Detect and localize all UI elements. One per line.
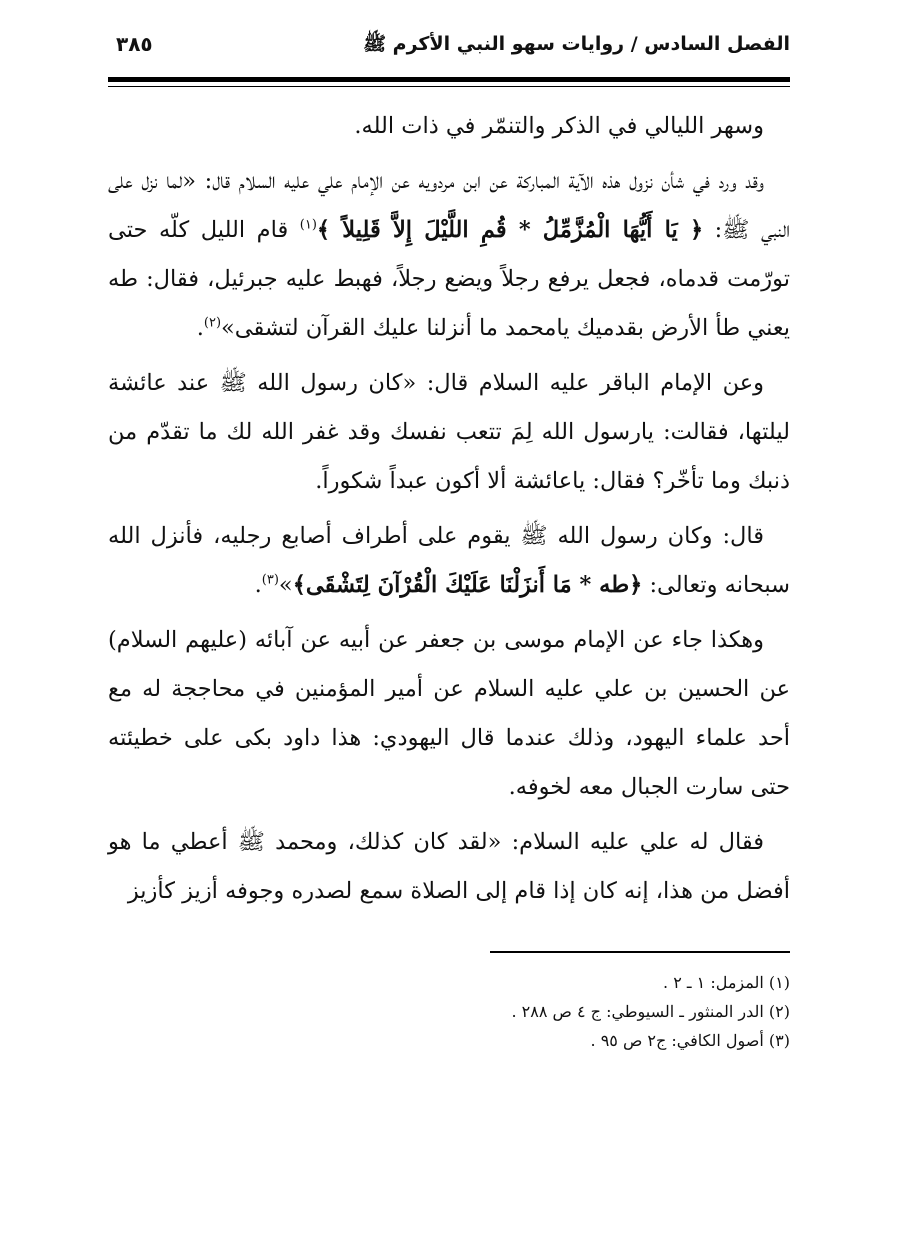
page-number: ٣٨٥ xyxy=(116,32,153,56)
chapter-title: الفصل السادس / روايات سهو النبي الأكرم ﷺ xyxy=(363,33,790,55)
paragraph xyxy=(108,359,790,506)
body-text xyxy=(108,102,790,922)
paragraph xyxy=(108,157,790,353)
page-header xyxy=(108,28,790,68)
header-rule-thick xyxy=(108,77,790,82)
footnote-marker: (٢) xyxy=(203,315,222,331)
footnote-marker: (١) xyxy=(299,217,317,233)
paragraph xyxy=(108,818,790,916)
paragraph-text: فقال له علي عليه السلام: «لقد كان كذلك، ومحمد ﷺ أعطي ما هو أفضل من هذا، إنه كان إذا قام إلى الصلاة سمع لصدره وجوفه أزيز كأزيز xyxy=(108,829,790,904)
paragraph-text: وقد ورد في شأن نزول هذه الآية المباركة عن ابن مردويه عن الإمام علي عليه السلام قال: «لما نزل على النبي ﷺ: xyxy=(108,168,790,243)
paragraph-text: قام الليل كلّه حتى تورّمت قدماه، فجعل يرفع رجلاً ويضع رجلاً، فهبط عليه جبرئيل، فقال: طه يعني طأ الأرض بقدميك يامحمد ما أنزلنا عليك القرآن لتشقى» xyxy=(108,217,790,341)
footnote-3: (٣) أصول الكافي: ج٢ ص ٩٥ . xyxy=(590,1031,790,1050)
footnotes xyxy=(108,968,790,1055)
paragraph-text: وسهر الليالي في الذكر والتنمّر في ذات الله. xyxy=(354,113,764,139)
quran-verse: ﴿طه * مَا أَنزَلْنَا عَلَيْكَ الْقُرْآنَ لِتَشْقَى﴾ xyxy=(292,572,643,598)
footnote-separator xyxy=(490,951,790,953)
footnote-1: (١) المزمل: ١ ـ ٢ . xyxy=(663,973,790,992)
quran-verse: ﴿ يَا أَيُّهَا الْمُزَّمِّلُ * قُمِ اللَّيْلَ إِلاَّ قَلِيلاً ﴾ xyxy=(316,217,704,243)
paragraph-text: . xyxy=(196,315,204,341)
paragraph-text: . xyxy=(254,572,262,598)
footnote-2: (٢) الدر المنثور ـ السيوطي: ج ٤ ص ٢٨٨ . xyxy=(511,1002,790,1021)
paragraph xyxy=(108,102,790,151)
header-rule-thin xyxy=(108,86,790,87)
paragraph-text: وعن الإمام الباقر عليه السلام قال: «كان رسول الله ﷺ عند عائشة ليلتها، فقالت: يارسول الله لِمَ تتعب نفسك وقد غفر الله لك ما تقدّم من ذنبك وما تأخّر؟ فقال: ياعائشة ألا أكون عبداً شكوراً. xyxy=(108,370,790,494)
paragraph-text: » xyxy=(278,572,293,598)
paragraph-text: قال: وكان رسول الله ﷺ يقوم على أطراف أصابع رجليه، فأنزل الله سبحانه وتعالى: xyxy=(108,523,790,598)
paragraph xyxy=(108,512,790,610)
paragraph-text: وهكذا جاء عن الإمام موسى بن جعفر عن أبيه عن آبائه (عليهم السلام) عن الحسين بن علي عليه السلام عن أمير المؤمنين في محاججة له مع أحد علماء اليهود، وذلك عندما قال اليهودي: هذا داود بكى على خطيئته حتى سارت الجبال معه لخوفه. xyxy=(108,627,790,800)
paragraph xyxy=(108,616,790,812)
footnote-marker: (٣) xyxy=(261,572,279,588)
